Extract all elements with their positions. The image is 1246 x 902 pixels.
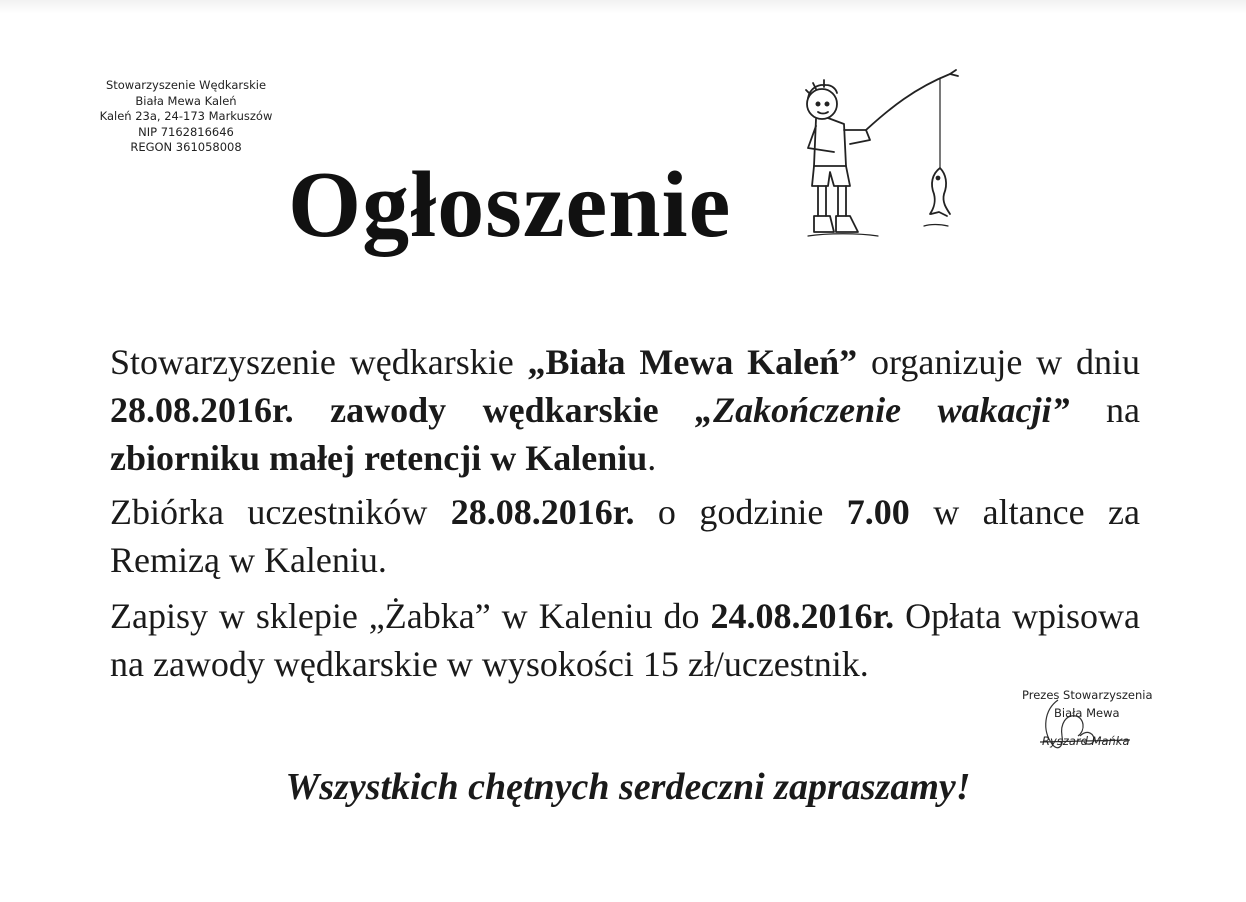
text-span: Opłata wpisowa na zawody wędkarskie w wysokości 15 zł/uczestnik. <box>110 596 1141 684</box>
page-title: Ogłoszenie <box>288 153 732 257</box>
fisher-boy-icon <box>800 68 965 240</box>
meeting-date: 28.08.2016r. <box>450 492 635 532</box>
text-span: w altance za Remizą w Kaleniu. <box>110 492 1140 580</box>
signature-organization: Biała Mewa <box>1054 706 1120 720</box>
paragraph-registration <box>110 592 1140 688</box>
organization-regon: REGON 361058008 <box>130 140 242 154</box>
text-span: o godzinie <box>634 492 847 532</box>
registration-deadline: 24.08.2016r. <box>710 596 895 636</box>
paragraph-meeting <box>110 488 1140 584</box>
text-span: . <box>647 438 657 478</box>
meeting-time: 7.00 <box>846 492 910 532</box>
closing-invitation: Wszystkich chętnych serdeczni zapraszamy! <box>285 766 971 808</box>
text-span: na <box>1069 390 1140 430</box>
scan-edge <box>0 0 1246 14</box>
text-span: organizuje w dniu <box>857 342 1140 382</box>
text-span: Zbiórka uczestników <box>110 492 451 532</box>
text-span: Zapisy w sklepie „Żabka” w Kaleniu do <box>110 596 711 636</box>
event-name: „Zakończenie wakacji” <box>695 390 1070 430</box>
organization-address: Kaleń 23a, 24-173 Markuszów <box>99 109 273 123</box>
text-span <box>659 390 695 430</box>
text-span: Stowarzyszenie wędkarskie <box>110 342 528 382</box>
paragraph-event-info <box>110 338 1140 482</box>
signature-name: Ryszard Mańka <box>1042 734 1130 748</box>
organization-name: Stowarzyszenie Wędkarskie <box>105 78 267 92</box>
signature-title: Prezes Stowarzyszenia <box>1022 688 1153 702</box>
organization-stamp <box>86 78 286 156</box>
president-signature-stamp <box>1018 686 1188 758</box>
organization-subname: Biała Mewa Kaleń <box>135 93 237 108</box>
event-location: zbiorniku małej retencji w Kaleniu <box>110 438 648 478</box>
organization-nip: NIP 7162816646 <box>138 124 234 139</box>
club-name: „Biała Mewa Kaleń” <box>527 342 858 382</box>
event-date-title: 28.08.2016r. zawody wędkarskie <box>110 390 659 430</box>
